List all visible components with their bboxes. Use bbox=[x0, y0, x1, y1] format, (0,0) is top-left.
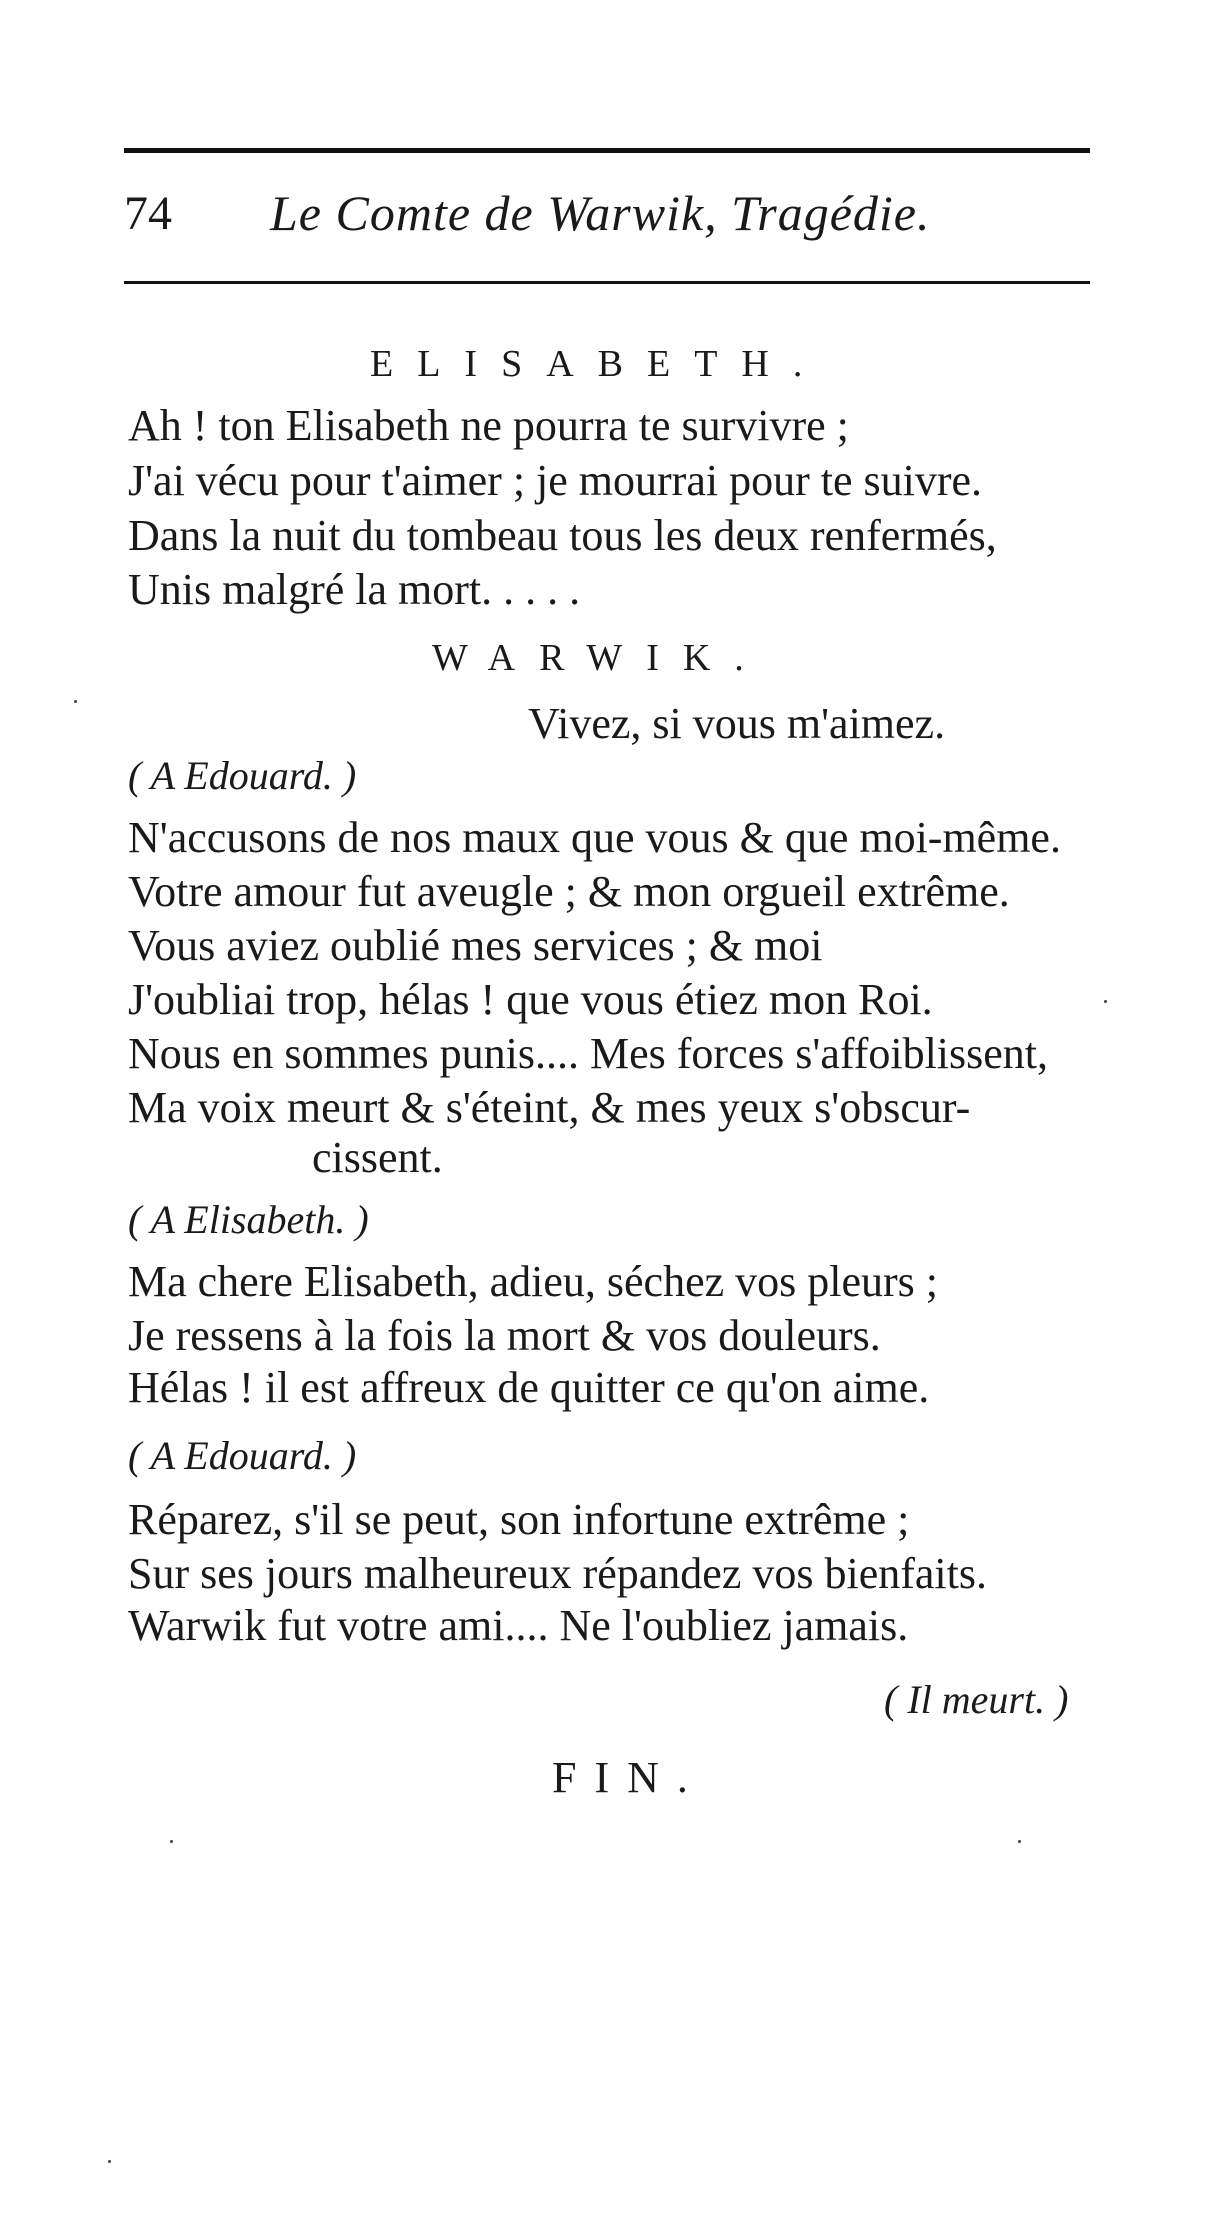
paper-speck bbox=[1018, 1840, 1021, 1843]
verse-line: Je ressens à la fois la mort & vos douleurs. bbox=[128, 1311, 881, 1360]
stage-direction: ( A Edouard. ) bbox=[128, 753, 357, 798]
verse-line: Hélas ! il est affreux de quitter ce qu'on aime. bbox=[128, 1363, 930, 1412]
header-rule-top bbox=[124, 148, 1090, 153]
verse-line: Dans la nuit du tombeau tous les deux renfermés, bbox=[128, 511, 997, 560]
verse-line: Sur ses jours malheureux répandez vos bienfaits. bbox=[128, 1549, 987, 1598]
verse-line: Ma chere Elisabeth, adieu, séchez vos pleurs ; bbox=[128, 1257, 939, 1306]
stage-direction: ( A Edouard. ) bbox=[128, 1433, 357, 1478]
header-rule-bottom bbox=[124, 281, 1090, 284]
running-header bbox=[0, 168, 1224, 248]
paper-speck bbox=[170, 1840, 173, 1843]
paper-speck bbox=[108, 2160, 111, 2163]
stage-direction-il-meurt: ( Il meurt. ) bbox=[884, 1677, 1069, 1722]
verse-line: Votre amour fut aveugle ; & mon orgueil extrême. bbox=[128, 867, 1010, 916]
verse-line: Nous en sommes punis.... Mes forces s'affoiblissent, bbox=[128, 1029, 1049, 1078]
running-title: Le Comte de Warwik, Tragédie. bbox=[270, 185, 931, 241]
verse-line: Réparez, s'il se peut, son infortune extrême ; bbox=[128, 1495, 910, 1544]
verse-line: Ah ! ton Elisabeth ne pourra te survivre ; bbox=[128, 401, 849, 450]
fin-label: FIN. bbox=[552, 1753, 706, 1802]
verse-line: J'oubliai trop, hélas ! que vous étiez mon Roi. bbox=[128, 975, 933, 1024]
verse-line: cissent. bbox=[312, 1133, 443, 1182]
verse-line: Vivez, si vous m'aimez. bbox=[528, 699, 946, 748]
verse-line: N'accusons de nos maux que vous & que moi-même. bbox=[128, 813, 1061, 862]
verse-line: Unis malgré la mort. . . . . bbox=[128, 565, 581, 614]
paper-speck bbox=[74, 700, 77, 703]
verse-line: Ma voix meurt & s'éteint, & mes yeux s'obscur- bbox=[128, 1083, 971, 1132]
paper-speck bbox=[1104, 1000, 1107, 1003]
verse-line: J'ai vécu pour t'aimer ; je mourrai pour te suivre. bbox=[128, 456, 983, 505]
stage-direction: ( A Elisabeth. ) bbox=[128, 1197, 369, 1242]
page-number: 74 bbox=[124, 187, 172, 240]
speaker-warwik: WARWIK. bbox=[432, 637, 768, 679]
verse-line: Vous aviez oublié mes services ; & moi bbox=[128, 921, 823, 970]
verse-line: Warwik fut votre ami.... Ne l'oubliez jamais. bbox=[128, 1601, 909, 1650]
speaker-elisabeth: ELISABETH. bbox=[370, 343, 827, 385]
